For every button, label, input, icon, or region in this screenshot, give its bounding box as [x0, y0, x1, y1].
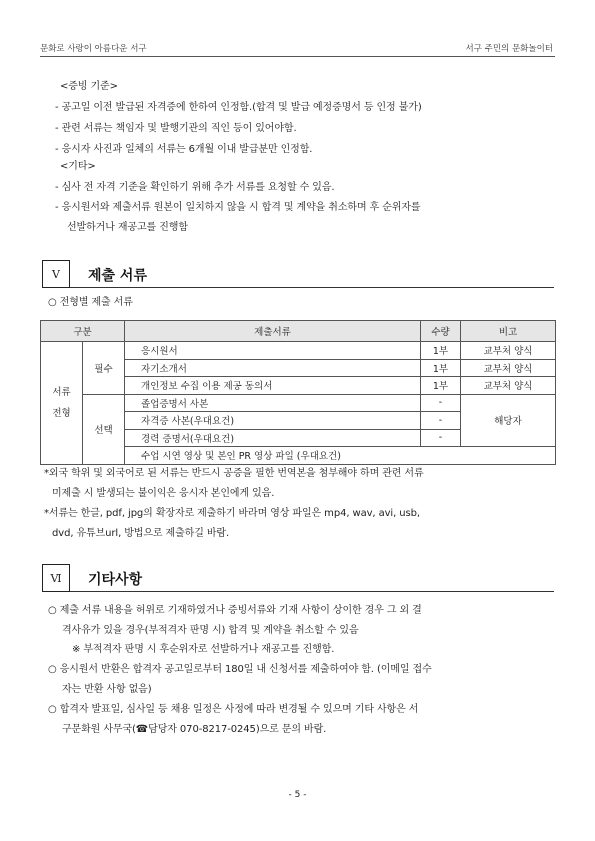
- header-divider: [40, 56, 555, 57]
- note-file-formats-cont: dvd, 유튜브url, 방법으로 제출하길 바람.: [52, 528, 230, 539]
- page-number: - 5 -: [288, 790, 307, 800]
- group-label-document-screening: [41, 342, 83, 465]
- section-title: 기타사항: [88, 572, 143, 588]
- submission-subheading: ○ 전형별 제출 서류: [48, 297, 133, 308]
- document-name: 응시원서: [125, 342, 421, 360]
- section-number-box: V: [42, 260, 70, 288]
- document-quantity: -: [421, 394, 461, 412]
- document-name: 개인정보 수집 이용 제공 동의서: [125, 377, 421, 395]
- section-heading-etc: [42, 564, 554, 592]
- optional-label: 선택: [83, 394, 125, 464]
- note-file-formats: *서류는 한글, pdf, jpg의 확장자로 제출하기 바라며 영상 파일은 mp4, wav, avi, usb,: [44, 508, 420, 519]
- table-row: [41, 342, 556, 360]
- note-foreign-documents: *외국 학위 및 외국어로 된 서류는 반드시 공증을 필한 번역본을 첨부해야 하며 관련 서류: [44, 468, 424, 479]
- document-name: 수업 시연 영상 및 본인 PR 영상 파일 (우대요건): [125, 447, 556, 465]
- document-note: 교부처 양식: [461, 377, 556, 395]
- header-right-text: 서구 주민의 문화놀이터: [465, 44, 553, 54]
- etc-item: ○ 합격자 발표일, 심사일 등 채용 일정은 사정에 따라 변경될 수 있으며 기타 사항은 서: [48, 704, 419, 715]
- table-row: [41, 394, 556, 412]
- etc-item-continued: 구문화원 사무국(☎담당자 070-8217-0245)으로 문의 바람.: [62, 724, 327, 735]
- misc-heading: <기타>: [60, 161, 96, 172]
- document-name: 경력 증명서(우대요건): [125, 429, 421, 447]
- document-name: 자기소개서: [125, 359, 421, 377]
- section-number-box: Ⅵ: [42, 564, 70, 592]
- etc-item: ○ 제출 서류 내용을 허위로 기재하였거나 증빙서류와 기재 사항이 상이한 경우 그 외 결: [48, 605, 422, 616]
- document-quantity: 1부: [421, 377, 461, 395]
- section-underline: [70, 287, 554, 288]
- misc-item-continued: 선발하거나 재공고를 진행함: [67, 222, 188, 233]
- evidence-item: - 공고일 이전 발급된 자격증에 한하여 인정함.(합격 및 발급 예정증명서 등 인정 불가): [55, 102, 422, 113]
- header-documents: 제출서류: [125, 321, 421, 342]
- etc-item-continued: 격사유가 있을 경우(부적격자 판명 시) 합격 및 계약을 취소할 수 있음: [62, 625, 359, 636]
- document-name: 자격증 사본(우대요건): [125, 412, 421, 430]
- evidence-item: - 응시자 사진과 일체의 서류는 6개월 이내 발급분만 인정함.: [55, 144, 313, 155]
- header-left-text: 문화로 사랑이 아름다운 서구: [40, 44, 147, 54]
- section-underline: [70, 591, 554, 592]
- section-heading-submission: [42, 260, 554, 288]
- section-title: 제출 서류: [88, 268, 147, 284]
- header-quantity: 수량: [421, 321, 461, 342]
- group-label-line: 서류: [52, 386, 71, 398]
- document-note: 교부처 양식: [461, 359, 556, 377]
- header-category: 구분: [41, 321, 125, 342]
- misc-item: - 응시원서와 제출서류 원본이 일치하지 않을 시 합격 및 계약을 취소하며 후 순위자를: [55, 202, 421, 213]
- document-quantity: 1부: [421, 342, 461, 360]
- etc-item: ○ 응시원서 반환은 합격자 공고일로부터 180일 내 신청서를 제출하여야 함. (이메일 접수: [48, 664, 432, 675]
- table-header-row: [41, 321, 556, 342]
- misc-item: - 심사 전 자격 기준을 확인하기 위해 추가 서류를 요청할 수 있음.: [55, 182, 335, 193]
- note-foreign-documents-cont: 미제출 시 발생되는 불이익은 응시자 본인에게 있음.: [52, 488, 275, 499]
- header-remarks: 비고: [461, 321, 556, 342]
- submission-documents-table: [40, 320, 556, 465]
- etc-subnote: ※ 부적격자 판명 시 후순위자로 선발하거나 재공고를 진행함.: [72, 644, 335, 655]
- document-quantity: 1부: [421, 359, 461, 377]
- evidence-item: - 관련 서류는 책임자 및 발행기관의 직인 등이 있어야함.: [55, 123, 297, 134]
- group-label-line: 전형: [52, 407, 71, 419]
- optional-note: 해당자: [461, 394, 556, 447]
- document-quantity: -: [421, 429, 461, 447]
- document-note: 교부처 양식: [461, 342, 556, 360]
- evidence-heading: <증빙 기준>: [60, 81, 118, 92]
- document-quantity: -: [421, 412, 461, 430]
- etc-item-continued: 자는 반환 사항 없음): [62, 684, 152, 695]
- document-name: 졸업증명서 사본: [125, 394, 421, 412]
- required-label: 필수: [83, 342, 125, 395]
